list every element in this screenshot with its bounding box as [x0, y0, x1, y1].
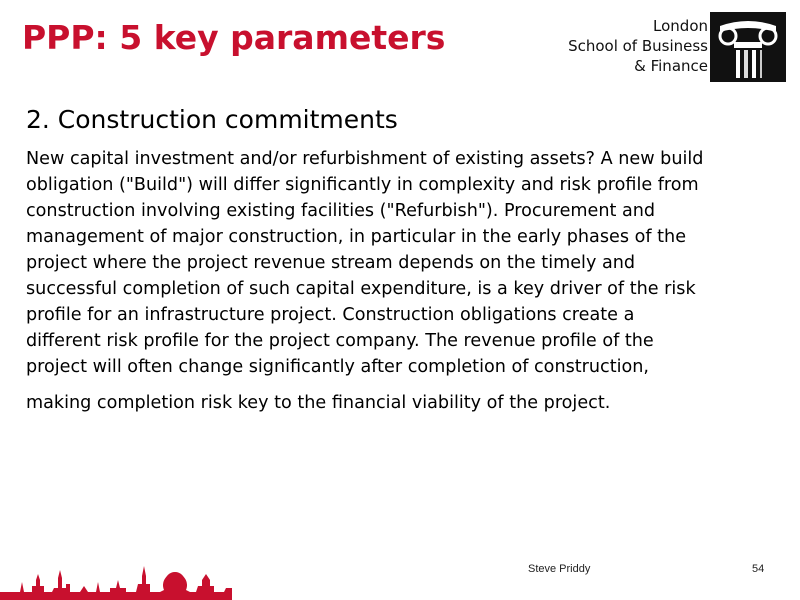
body-line: successful completion of such capital expenditure, is a key driver of the risk	[26, 279, 696, 299]
footer-author: Steve Priddy	[528, 563, 591, 575]
body-line-last: making completion risk key to the financial viability of the project.	[26, 393, 611, 413]
column-capital-icon	[710, 12, 786, 82]
body-line: New capital investment and/or refurbishment of existing assets? A new build	[26, 149, 704, 169]
page-number: 54	[752, 563, 765, 575]
logo-line-1: London	[653, 17, 708, 35]
body-line: management of major construction, in particular in the early phases of the	[26, 227, 687, 247]
logo-text	[568, 16, 708, 76]
slide-title: PPP: 5 key parameters	[22, 18, 446, 57]
body-line: construction involving existing facilities ("Refurbish"). Procurement and	[26, 201, 656, 221]
body-line: different risk profile for the project company. The revenue profile of the	[26, 331, 654, 351]
london-skyline-decoration	[0, 552, 800, 600]
body-line: obligation ("Build") will differ significantly in complexity and risk profile from	[26, 175, 699, 195]
section-heading: 2. Construction commitments	[26, 105, 398, 134]
logo-line-2: School of Business	[568, 37, 708, 55]
lsbf-logo	[562, 12, 788, 82]
body-line: profile for an infrastructure project. Construction obligations create a	[26, 305, 635, 325]
body-line: project where the project revenue stream depends on the timely and	[26, 253, 636, 273]
body-text	[26, 146, 786, 416]
body-line: project will often change significantly after completion of construction,	[26, 357, 650, 377]
logo-line-3: & Finance	[634, 57, 708, 75]
